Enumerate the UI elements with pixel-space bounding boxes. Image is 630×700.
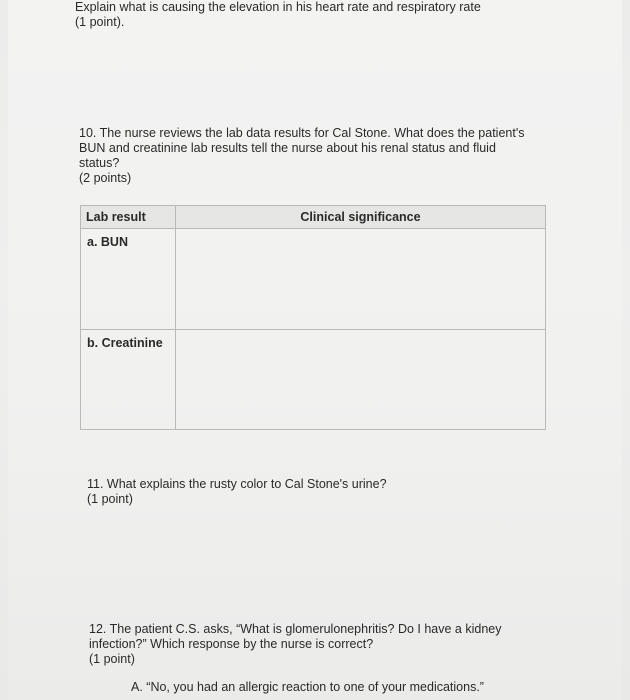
question-10-line-3: status? [79, 156, 120, 170]
question-9-prompt [75, 0, 481, 30]
row-label-bun: a. BUN [81, 229, 176, 330]
table-row [81, 229, 546, 330]
table-row [81, 330, 546, 430]
question-10-points: (2 points) [79, 171, 132, 185]
bun-answer-cell[interactable] [176, 229, 546, 330]
question-9-text: Explain what is causing the elevation in his heart rate and respiratory rate [75, 0, 481, 14]
question-12-prompt [89, 622, 529, 667]
header-clinical-significance: Clinical significance [176, 206, 546, 229]
question-11-text: 11. What explains the rusty color to Cal Stone's urine? [87, 477, 387, 491]
question-12-option-a[interactable]: A. “No, you had an allergic reaction to one of your medications.” [131, 680, 484, 694]
header-lab-result: Lab result [81, 206, 176, 229]
question-10-line-1: 10. The nurse reviews the lab data results for Cal Stone. What does the patient's [79, 126, 525, 140]
question-12-points: (1 point) [89, 652, 135, 666]
table-header-row [81, 206, 546, 229]
row-label-creatinine: b. Creatinine [81, 330, 176, 430]
question-10-prompt [79, 126, 559, 186]
question-10-line-2: BUN and creatinine lab results tell the nurse about his renal status and fluid [79, 141, 496, 155]
question-11-prompt [87, 477, 387, 507]
question-12-line-1: 12. The patient C.S. asks, “What is glomerulonephritis? Do I have a kidney [89, 622, 502, 636]
creatinine-answer-cell[interactable] [176, 330, 546, 430]
lab-results-table [80, 205, 546, 430]
question-11-points: (1 point) [87, 492, 133, 506]
question-9-points: (1 point). [75, 15, 125, 29]
question-12-line-2: infection?” Which response by the nurse is correct? [89, 637, 374, 651]
